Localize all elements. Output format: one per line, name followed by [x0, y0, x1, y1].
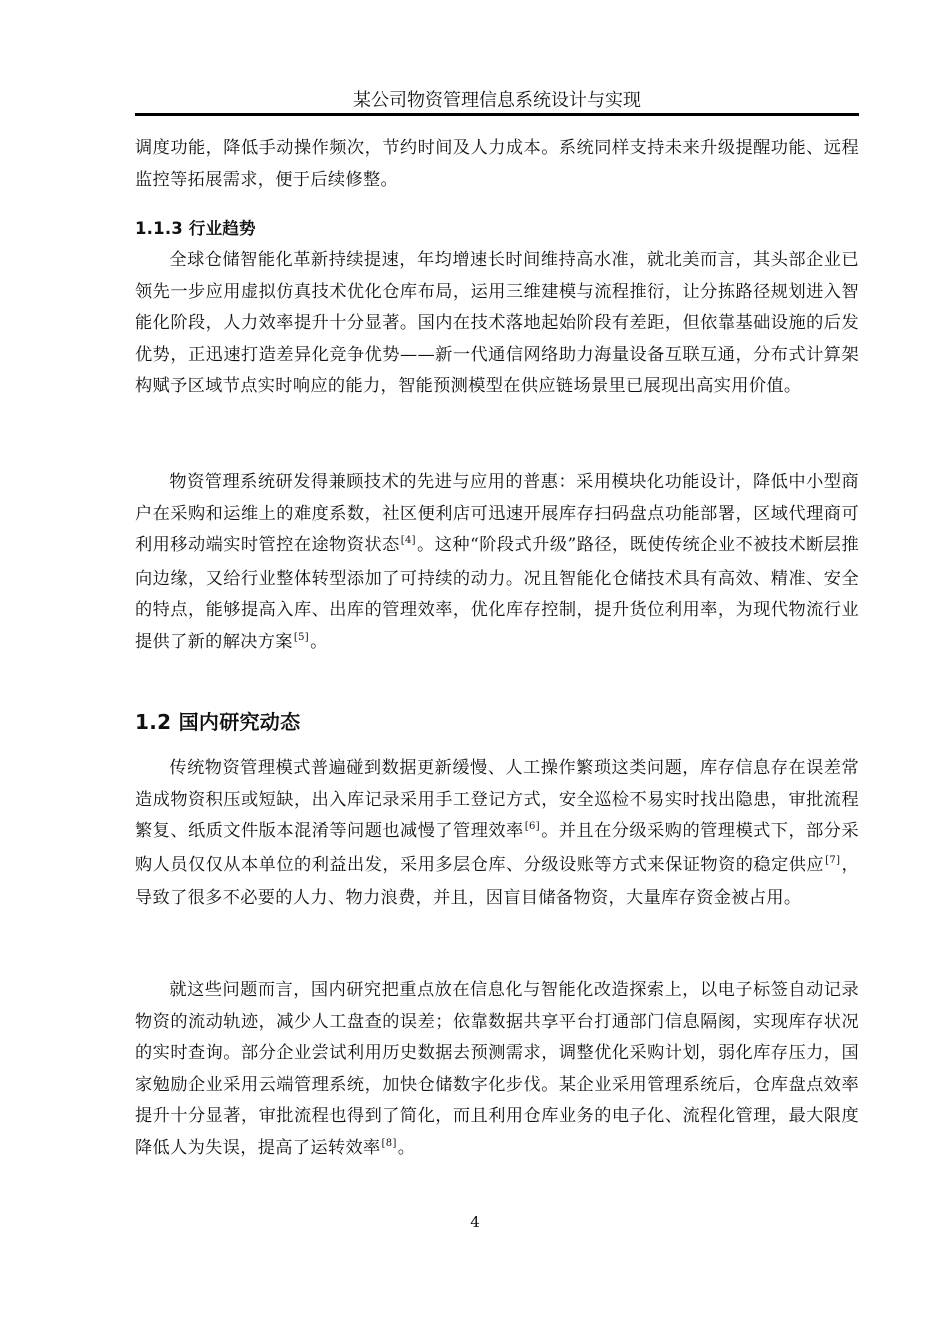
- body-paragraph: 调度功能，降低手动操作频次，节约时间及人力成本。系统同样支持未来升级提醒功能、远程监控等拓展需求，便于后续修整。: [135, 138, 859, 190]
- header-rule: [135, 113, 859, 116]
- paragraph-text: 。: [310, 631, 328, 652]
- running-header-title: 某公司物资管理信息系统设计与实现: [353, 90, 641, 111]
- paragraph-text: ，导致了很多不必要的人力、物力浪费，并且，因盲目储备物资，大量库存资金被占用。: [135, 854, 859, 909]
- body-paragraph: [135, 467, 859, 661]
- paragraph-domestic-research: [135, 975, 859, 1167]
- page-number: 4: [470, 1213, 480, 1231]
- paragraph-industry-trend: [135, 245, 859, 403]
- paragraph-text: 物资管理系统研发得兼顾技术的先进与应用的普惠：采用模块化功能设计，降低中小型商户在采购和运维上的难度系数，社区便利店可迅速开展库存扫码盘点功能部署，区域代理商可利用移动端实时管控在途物资状态: [135, 472, 859, 556]
- citation-5[interactable]: [5]: [293, 631, 310, 643]
- section-heading: 1.2 国内研究动态: [135, 710, 301, 734]
- paragraph-text: 就这些问题而言，国内研究把重点放在信息化与智能化改造探索上，以电子标签自动记录物资的流动轨迹，减少人工盘查的误差；依靠数据共享平台打通部门信息隔阂，实现库存状况的实时查询。部分企业尝试利用历史数据去预测需求，调整优化采购计划，弱化库存压力，国家勉励企业采用云端管理系统，加快仓储数字化步伐。某企业采用管理系统后，仓库盘点效率提升十分显著，审批流程也得到了简化，而且利用仓库业务的电子化、流程化管理，最大限度降低人为失误，提高了运转效率: [135, 980, 859, 1158]
- section-heading-1-2: [135, 708, 859, 736]
- citation-4[interactable]: [4]: [400, 535, 416, 547]
- paragraph-system-design: [135, 467, 859, 661]
- citation-6[interactable]: [6]: [524, 821, 540, 833]
- body-paragraph: [135, 975, 859, 1167]
- section-heading-1-1-3: [135, 217, 859, 241]
- body-paragraph: [135, 753, 859, 915]
- section-heading: 1.1.3 行业趋势: [135, 219, 256, 238]
- paragraph-text: 。这种“阶段式升级”路径，既使传统企业不被技术断层推向边缘，又给行业整体转型添加了可持续的动力。况且智能化仓储技术具有高效、精准、安全的特点，能够提高入库、出库的管理效率，优化库存控制，提升货位利用率，为现代物流行业提供了新的解决方案: [135, 535, 859, 652]
- paragraph-domestic-problems: [135, 753, 859, 915]
- citation-7[interactable]: [7]: [825, 854, 841, 866]
- paragraph-text: 传统物资管理模式普遍碰到数据更新缓慢、人工操作繁琐这类问题，库存信息存在误差常造成物资积压或短缺，出入库记录采用手工登记方式，安全巡检不易实时找出隐患，审批流程繁复、纸质文件版本混淆等问题也减慢了管理效率: [135, 758, 859, 842]
- paragraph-continuation: [135, 133, 859, 196]
- body-paragraph: 全球仓储智能化革新持续提速，年均增速长时间维持高水准，就北美而言，其头部企业已领先一步应用虚拟仿真技术优化仓库布局，运用三维建模与流程推衍，让分拣路径规划进入智能化阶段，人力效率提升十分显著。国内在技术落地起始阶段有差距，但依靠基础设施的后发优势，正迅速打造差异化竞争优势——新一代通信网络助力海量设备互联互通，分布式计算架构赋予区域节点实时响应的能力，智能预测模型在供应链场景里已展现出高实用价值。: [135, 250, 859, 397]
- paragraph-text: 。: [397, 1137, 416, 1158]
- paragraph-text: 。并且在分级采购的管理模式下，部分采购人员仅仅从本单位的利益出发，采用多层仓库、分级设账等方式来保证物资的稳定供应: [135, 821, 859, 875]
- citation-8[interactable]: [8]: [381, 1137, 397, 1149]
